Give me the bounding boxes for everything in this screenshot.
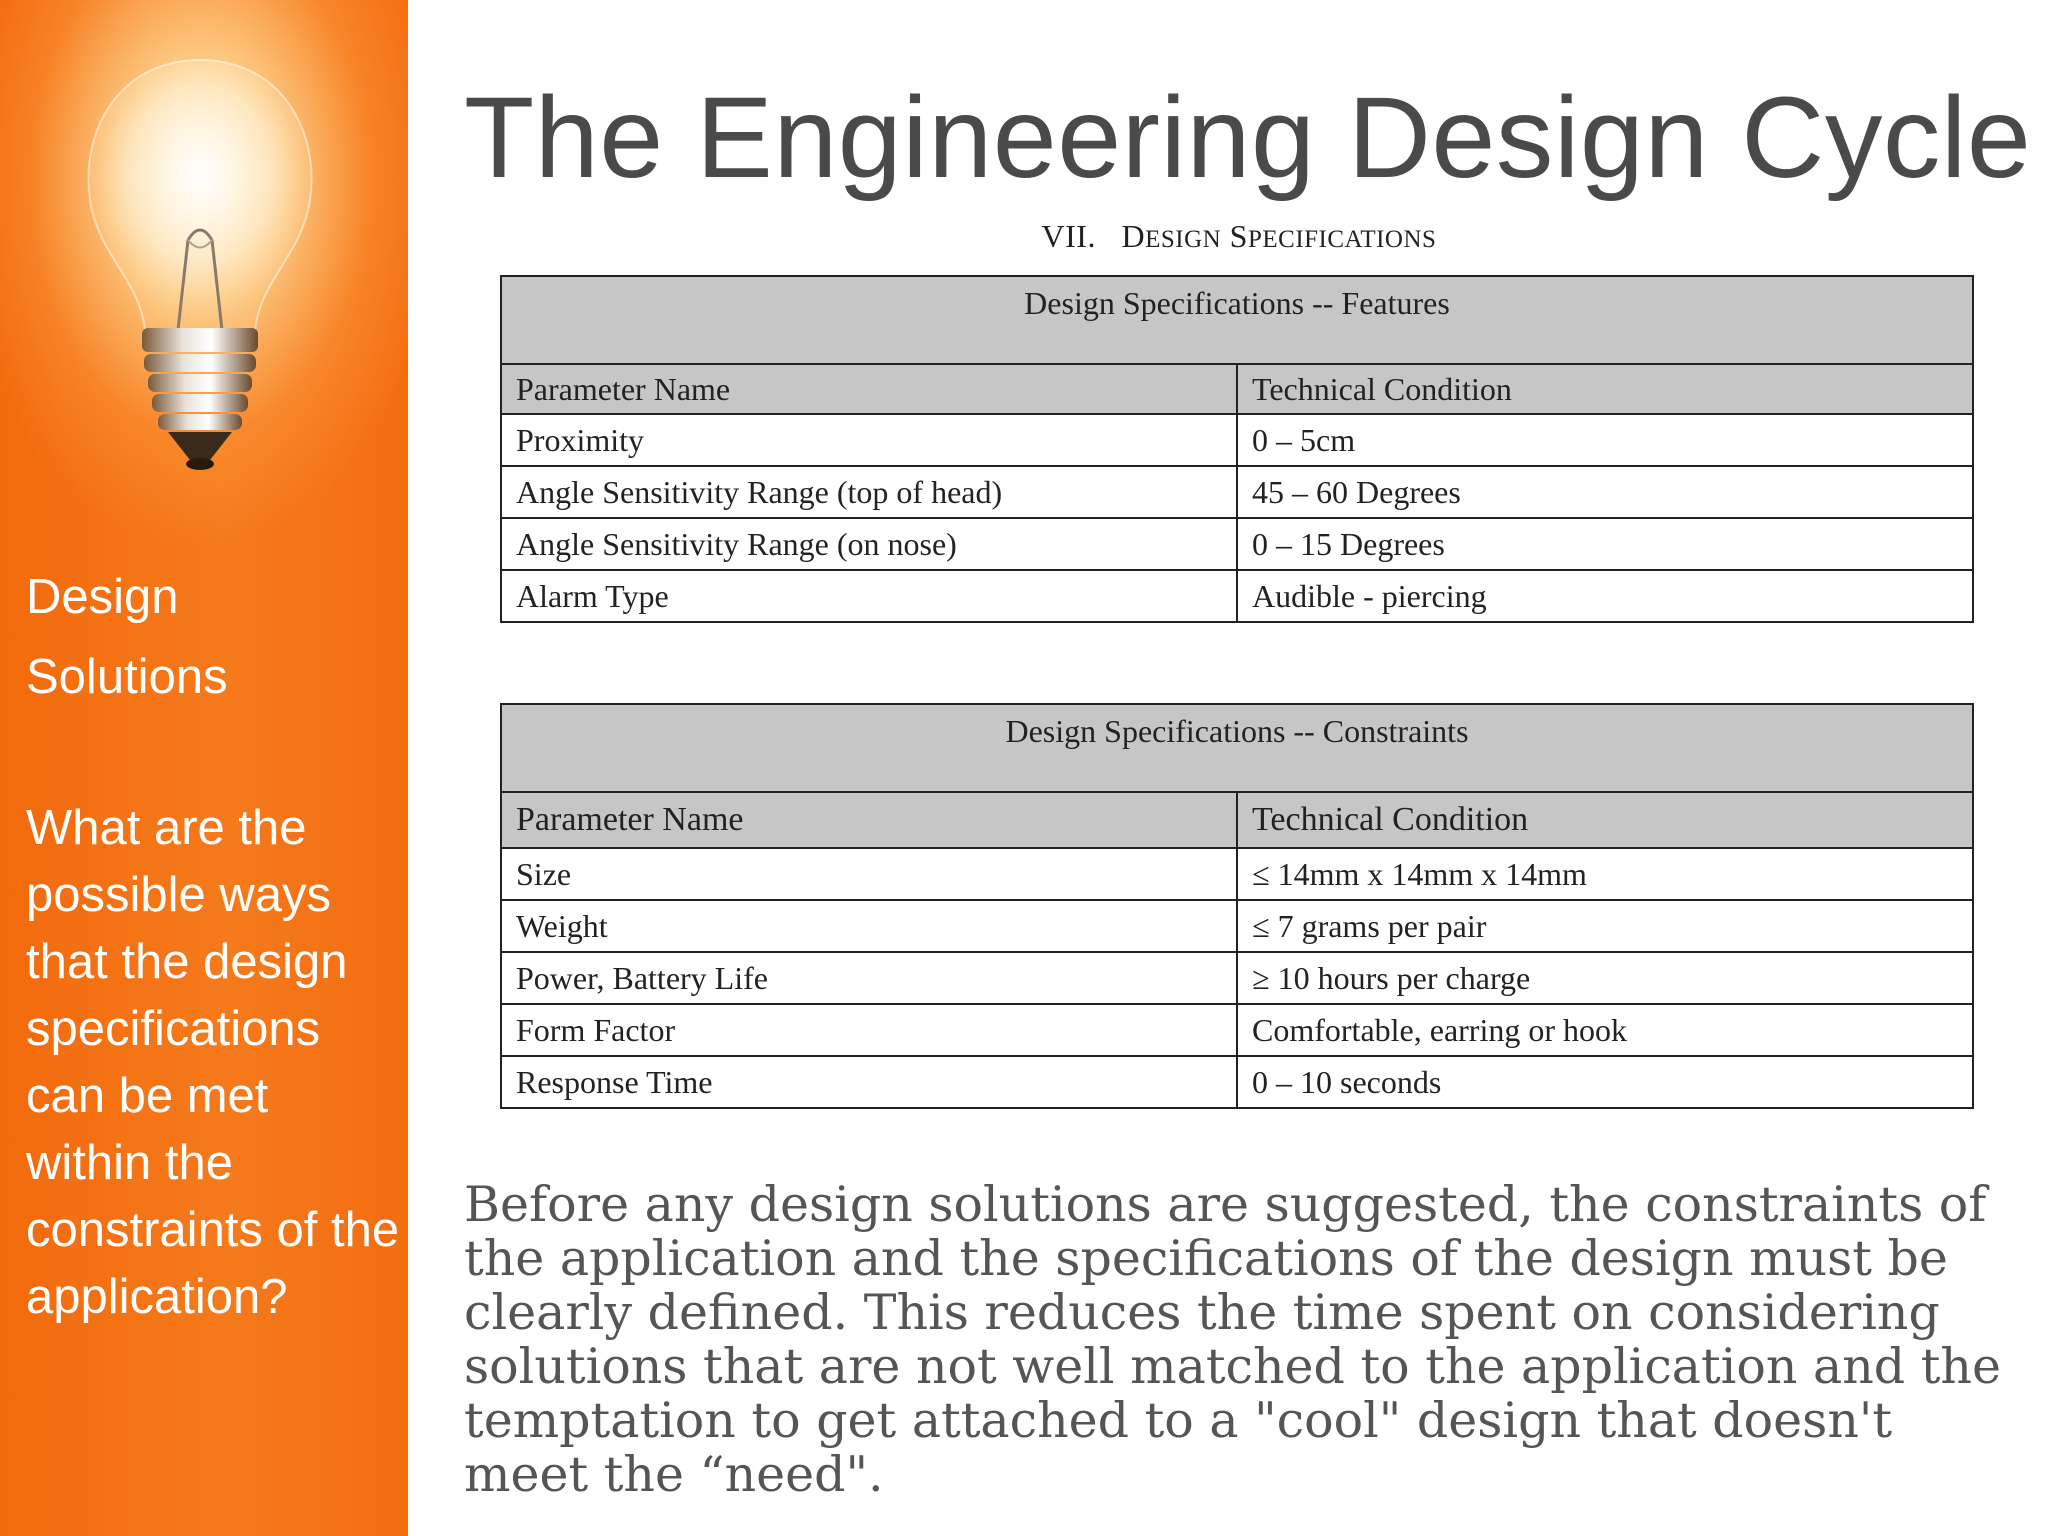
parameter-cell: Angle Sensitivity Range (top of head) xyxy=(501,466,1237,518)
parameter-cell: Angle Sensitivity Range (on nose) xyxy=(501,518,1237,570)
sidebar-question: What are the possible ways that the design specifications can be met within the constraints of the application? xyxy=(26,801,400,1324)
sidebar-heading-line1: Design xyxy=(26,570,179,624)
condition-cell: ≥ 10 hours per charge xyxy=(1237,952,1973,1004)
section-title-initial-2: S xyxy=(1229,218,1248,254)
table-row xyxy=(501,570,1973,622)
condition-cell: Audible - piercing xyxy=(1237,570,1973,622)
table-caption-row xyxy=(501,276,1973,364)
condition-cell: 45 – 60 Degrees xyxy=(1237,466,1973,518)
table-row xyxy=(501,1004,1973,1056)
section-number: VII. xyxy=(1041,218,1096,254)
section-heading xyxy=(500,218,1978,255)
table-header-row xyxy=(501,792,1973,848)
condition-cell: 0 – 15 Degrees xyxy=(1237,518,1973,570)
sidebar-heading xyxy=(26,557,396,717)
section-title-rest-1: ESIGN xyxy=(1145,226,1222,253)
condition-cell: ≤ 14mm x 14mm x 14mm xyxy=(1237,848,1973,900)
sidebar-panel xyxy=(0,0,408,1536)
table-row xyxy=(501,1056,1973,1108)
features-table xyxy=(500,275,1974,623)
section-title-rest-2: PECIFICATIONS xyxy=(1247,226,1437,253)
table-caption-row xyxy=(501,704,1973,792)
table-header-row xyxy=(501,364,1973,414)
condition-cell: Comfortable, earring or hook xyxy=(1237,1004,1973,1056)
table-row xyxy=(501,518,1973,570)
slide-title: The Engineering Design Cycle xyxy=(464,74,2032,202)
parameter-cell: Form Factor xyxy=(501,1004,1237,1056)
section-title-initial-1: D xyxy=(1121,218,1146,254)
parameter-cell: Alarm Type xyxy=(501,570,1237,622)
column-header-condition: Technical Condition xyxy=(1237,364,1973,414)
table-row xyxy=(501,414,1973,466)
condition-cell: ≤ 7 grams per pair xyxy=(1237,900,1973,952)
parameter-cell: Proximity xyxy=(501,414,1237,466)
column-header-condition: Technical Condition xyxy=(1237,792,1973,848)
condition-cell: 0 – 5cm xyxy=(1237,414,1973,466)
table-row xyxy=(501,952,1973,1004)
parameter-cell: Power, Battery Life xyxy=(501,952,1237,1004)
spec-document xyxy=(500,218,1978,1109)
sidebar-heading-line2: Solutions xyxy=(26,650,228,704)
column-header-parameter: Parameter Name xyxy=(501,792,1237,848)
table-row xyxy=(501,900,1973,952)
constraints-table-caption: Design Specifications -- Constraints xyxy=(501,704,1973,792)
parameter-cell: Response Time xyxy=(501,1056,1237,1108)
table-row xyxy=(501,848,1973,900)
table-row xyxy=(501,466,1973,518)
column-header-parameter: Parameter Name xyxy=(501,364,1237,414)
parameter-cell: Weight xyxy=(501,900,1237,952)
condition-cell: 0 – 10 seconds xyxy=(1237,1056,1973,1108)
explanation-paragraph: Before any design solutions are suggested, the constraints of the application and the specifications of the design must be clearly defined. This reduces the time spent on considering solutions that are not well matched to the application and the temptation to get attached to a "cool" design that doesn't meet the “need". xyxy=(464,1176,2001,1503)
features-table-caption: Design Specifications -- Features xyxy=(501,276,1973,364)
parameter-cell: Size xyxy=(501,848,1237,900)
constraints-table xyxy=(500,703,1974,1109)
light-bulb-icon xyxy=(60,40,340,480)
